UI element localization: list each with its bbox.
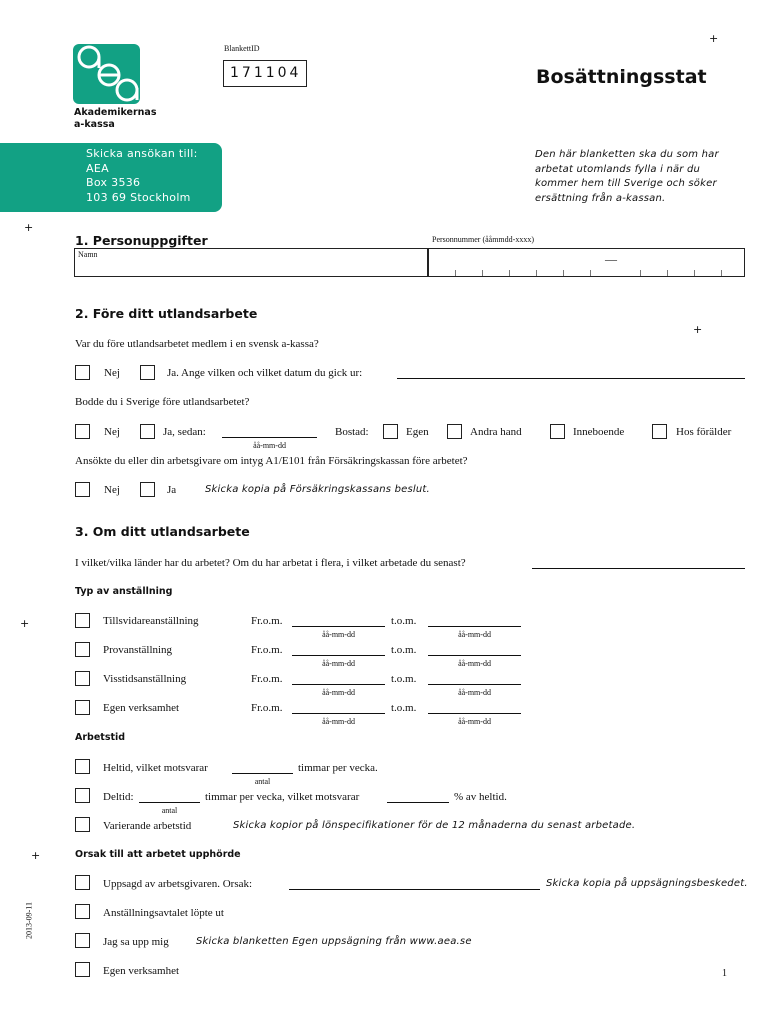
bostad-hos-foralder-checkbox[interactable]: [652, 424, 667, 439]
arbetstid-heading: Arbetstid: [75, 732, 126, 743]
visstid-tom-label: t.o.m.: [391, 673, 417, 685]
section-1-heading: 1. Personuppgifter: [75, 233, 208, 248]
visstid-checkbox[interactable]: [75, 671, 90, 686]
provanstallning-tom-label: t.o.m.: [391, 644, 417, 656]
egen-verksamhet-from-field[interactable]: [292, 713, 385, 714]
side-date: 2013-09-11: [24, 901, 34, 940]
provanstallning-from-field[interactable]: [292, 655, 385, 656]
sa-upp-note: Skicka blanketten Egen uppsägning från www.aea.se: [196, 936, 472, 947]
varierande-note: Skicka kopior på lönspecifikationer för de 12 månaderna du senast arbetade.: [233, 820, 636, 831]
bostad-label: Bostad:: [335, 426, 369, 438]
date-format-hint: åå-mm-dd: [322, 630, 355, 639]
countries-field[interactable]: [532, 568, 745, 569]
heltid-checkbox[interactable]: [75, 759, 90, 774]
bostad-inneboende-checkbox[interactable]: [550, 424, 565, 439]
intro-line: kommer hem till Sverige och söker: [535, 178, 717, 189]
provanstallning-checkbox[interactable]: [75, 642, 90, 657]
deltid-checkbox[interactable]: [75, 788, 90, 803]
personnummer-field[interactable]: [428, 248, 745, 277]
question-lived-sweden: Bodde du i Sverige före utlandsarbetet?: [75, 396, 250, 408]
page-number: 1: [722, 968, 727, 979]
tillsvidare-checkbox[interactable]: [75, 613, 90, 628]
uppsagd-reason-field[interactable]: [289, 889, 540, 890]
question-countries: I vilket/vilka länder har du arbetet? Om du har arbetat i flera, i vilket arbetade du senast?: [75, 557, 466, 569]
namn-field[interactable]: [74, 248, 428, 277]
bostad-egen-label: Egen: [406, 426, 429, 438]
tillsvidare-label: Tillsvidareanställning: [103, 615, 199, 627]
lived-since-date-field[interactable]: [222, 437, 317, 438]
a1-no-label: Nej: [104, 484, 120, 496]
visstid-from-field[interactable]: [292, 684, 385, 685]
egen-verksamhet-from-label: Fr.o.m.: [251, 702, 283, 714]
bostad-egen-checkbox[interactable]: [383, 424, 398, 439]
date-format-hint: åå-mm-dd: [458, 630, 491, 639]
namn-label: Namn: [78, 250, 98, 259]
registration-mark: +: [20, 617, 30, 630]
avtal-checkbox[interactable]: [75, 904, 90, 919]
personnummer-tick: [509, 270, 510, 276]
registration-mark: +: [693, 323, 703, 336]
page-title: Bosättningsstat: [536, 66, 707, 88]
logo-name-line2: a-kassa: [74, 119, 115, 130]
blankett-id-box: 171104: [223, 60, 307, 87]
registration-mark: +: [31, 849, 41, 862]
uppsagd-note: Skicka kopia på uppsägningsbeskedet.: [546, 878, 748, 889]
varierande-label: Varierande arbetstid: [103, 820, 192, 832]
egen-verksamhet-reason-label: Egen verksamhet: [103, 965, 180, 977]
sa-upp-checkbox[interactable]: [75, 933, 90, 948]
section-2-heading: 2. Före ditt utlandsarbete: [75, 306, 258, 321]
date-format-hint: åå-mm-dd: [458, 659, 491, 668]
send-to-label: Skicka ansökan till:: [86, 147, 198, 160]
personnummer-tick: [563, 270, 564, 276]
provanstallning-tom-field[interactable]: [428, 655, 521, 656]
heltid-hours-field[interactable]: [232, 773, 293, 774]
send-to-org: AEA: [86, 161, 109, 175]
deltid-hours-field[interactable]: [139, 802, 200, 803]
antal-hint: antal: [161, 806, 178, 815]
personnummer-tick: [482, 270, 483, 276]
date-format-hint: åå-mm-dd: [458, 717, 491, 726]
a1-no-checkbox[interactable]: [75, 482, 90, 497]
personnummer-tick: [694, 270, 695, 276]
personnummer-dash: —: [605, 252, 617, 266]
logo-name-line1: Akademikernas: [74, 107, 157, 118]
employment-type-heading: Typ av anställning: [75, 586, 173, 597]
avtal-label: Anställningsavtalet löpte ut: [103, 907, 224, 919]
personnummer-tick: [455, 270, 456, 276]
lived-yes-checkbox[interactable]: [140, 424, 155, 439]
egen-verksamhet-tom-label: t.o.m.: [391, 702, 417, 714]
blankett-id-label: BlankettID: [224, 44, 260, 53]
tillsvidare-tom-label: t.o.m.: [391, 615, 417, 627]
antal-hint: antal: [254, 777, 271, 786]
a1-yes-label: Ja: [167, 484, 177, 496]
bostad-hos-foralder-label: Hos förälder: [676, 426, 732, 438]
personnummer-tick: [640, 270, 641, 276]
bostad-andra-hand-label: Andra hand: [470, 426, 522, 438]
provanstallning-from-label: Fr.o.m.: [251, 644, 283, 656]
egen-verksamhet-tom-field[interactable]: [428, 713, 521, 714]
intro-line: ersättning från a-kassan.: [535, 192, 666, 204]
visstid-tom-field[interactable]: [428, 684, 521, 685]
lived-no-checkbox[interactable]: [75, 424, 90, 439]
lived-yes-label: Ja, sedan:: [163, 426, 206, 438]
egen-verksamhet-reason-checkbox[interactable]: [75, 962, 90, 977]
date-format-hint: åå-mm-dd: [322, 717, 355, 726]
date-format-hint: åå-mm-dd: [322, 688, 355, 697]
uppsagd-checkbox[interactable]: [75, 875, 90, 890]
question-akassa: Var du före utlandsarbetet medlem i en svensk a-kassa?: [75, 338, 319, 350]
date-format-hint: åå-mm-dd: [322, 659, 355, 668]
provanstallning-label: Provanställning: [103, 644, 173, 656]
heltid-unit-label: timmar per vecka.: [298, 762, 378, 774]
a1-yes-checkbox[interactable]: [140, 482, 155, 497]
intro-line: arbetat utomlands fylla i när du: [535, 163, 701, 175]
akassa-yes-label: Ja. Ange vilken och vilket datum du gick ur:: [167, 367, 363, 379]
date-format-hint: åå-mm-dd: [458, 688, 491, 697]
heltid-label: Heltid, vilket motsvarar: [103, 762, 208, 774]
personnummer-tick: [590, 270, 591, 276]
bostad-inneboende-label: Inneboende: [573, 426, 625, 438]
personnummer-tick: [721, 270, 722, 276]
akassa-no-checkbox[interactable]: [75, 365, 90, 380]
intro-text: [535, 148, 719, 206]
personnummer-label: Personnummer (ååmmdd-xxxx): [432, 235, 534, 244]
aea-logo: [73, 44, 140, 104]
deltid-label: Deltid:: [103, 791, 134, 803]
visstid-label: Visstidsanställning: [103, 673, 187, 685]
akassa-yes-checkbox[interactable]: [140, 365, 155, 380]
egen-verksamhet-type-label: Egen verksamhet: [103, 702, 180, 714]
personnummer-tick: [667, 270, 668, 276]
registration-mark: +: [24, 221, 34, 234]
deltid-unit-label: % av heltid.: [454, 791, 507, 803]
deltid-mid-label: timmar per vecka, vilket motsvarar: [205, 791, 360, 803]
egen-verksamhet-type-checkbox[interactable]: [75, 700, 90, 715]
send-to-box-address: Box 3536: [86, 176, 141, 189]
deltid-percent-field[interactable]: [387, 802, 449, 803]
question-a1-intyg: Ansökte du eller din arbetsgivare om intyg A1/E101 från Försäkringskassan före arbetet?: [75, 455, 468, 467]
akassa-name-date-field[interactable]: [397, 378, 745, 379]
send-to-postal: 103 69 Stockholm: [86, 190, 191, 204]
lived-no-label: Nej: [104, 426, 120, 438]
uppsagd-label: Uppsagd av arbetsgivaren. Orsak:: [103, 878, 253, 890]
varierande-checkbox[interactable]: [75, 817, 90, 832]
tillsvidare-from-label: Fr.o.m.: [251, 615, 283, 627]
send-to-box: [0, 143, 222, 212]
visstid-from-label: Fr.o.m.: [251, 673, 283, 685]
tillsvidare-from-field[interactable]: [292, 626, 385, 627]
registration-mark: +: [709, 32, 719, 45]
section-3-heading: 3. Om ditt utlandsarbete: [75, 524, 250, 539]
personnummer-tick: [536, 270, 537, 276]
a1-note: Skicka kopia på Försäkringskassans beslut.: [205, 484, 430, 495]
bostad-andra-hand-checkbox[interactable]: [447, 424, 462, 439]
tillsvidare-tom-field[interactable]: [428, 626, 521, 627]
orsak-heading: Orsak till att arbetet upphörde: [75, 849, 241, 860]
akassa-no-label: Nej: [104, 367, 120, 379]
date-format-hint: åå-mm-dd: [253, 441, 286, 450]
intro-line: Den här blanketten ska du som har: [535, 149, 719, 160]
sa-upp-label: Jag sa upp mig: [103, 936, 169, 948]
